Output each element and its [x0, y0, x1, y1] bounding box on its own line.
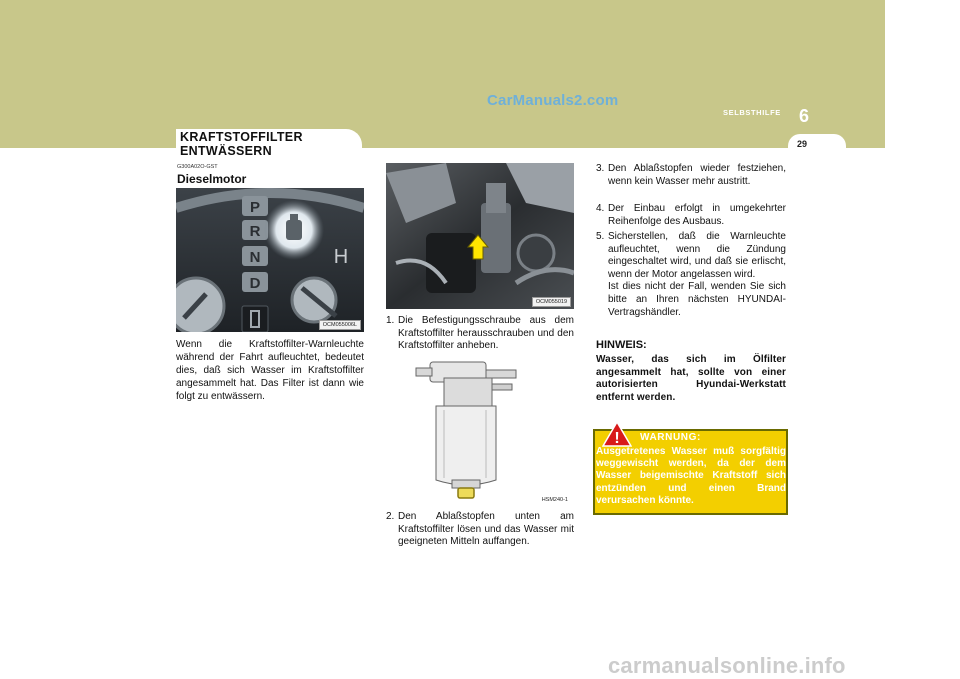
chapter-number: 6: [799, 106, 810, 126]
engine-image: [386, 163, 574, 309]
step-4-text: Der Einbau erfolgt in umgekehrter Reihenfolge des Ausbaus.: [608, 203, 786, 227]
warning-text: Ausgetretenes Wasser muß sorgfältig weggewischt werden, da der dem Wasser beigemischte Kraftstoff sich entzünden und einen Brand verursachen könnte.: [596, 446, 786, 506]
warning-icon-glyph: !: [614, 430, 620, 447]
step-5-extra-text: Ist dies nicht der Fall, wenden Sie sich bitte an Ihren nächsten HYUNDAI-Vertragshändler.: [608, 281, 786, 318]
engine-image-label: OCM055019: [532, 297, 571, 307]
step-4-number: 4.: [596, 203, 605, 214]
gear-r: R: [249, 223, 261, 240]
note-heading: HINWEIS:: [596, 339, 647, 351]
gear-p: P: [249, 199, 261, 216]
header-band: [0, 0, 885, 148]
step-5: [596, 231, 786, 319]
step-5-text: Sicherstellen, daß die Warnleuchte aufleuchtet, wenn die Zündung eingeschaltet wird, und daß sie erlischt, wenn der Motor angelassen wird.: [608, 231, 786, 280]
step-3-text: Den Ablaßstopfen wieder festziehen, wenn kein Wasser mehr austritt.: [608, 163, 786, 187]
fuel-filter-warning-icon: [286, 220, 302, 240]
step-5-number: 5.: [596, 231, 605, 242]
filter-image-label: HSM240-1: [539, 496, 571, 504]
step-2: [386, 511, 574, 549]
dashboard-image: [176, 188, 364, 332]
gear-d: D: [249, 275, 261, 292]
page-number: 29: [797, 139, 808, 149]
step-4: [596, 203, 786, 228]
step-3-number: 3.: [596, 163, 605, 174]
header-band-gap: [885, 0, 960, 148]
gauge-h-mark: H: [333, 246, 349, 268]
step-1-text: Die Befestigungsschraube aus dem Kraftstoffilter herausschrauben und den Kraftstoffilter anheben.: [398, 315, 574, 352]
note-text: Wasser, das sich im Ölfilter angesammelt hat, sollte von einer autorisierten Hyundai-Werkstatt entfernt werden.: [596, 354, 786, 403]
step-2-number: 2.: [386, 511, 395, 522]
section-title-line2: ENTWÄSSERN: [180, 144, 272, 158]
watermark-link-bottom[interactable]: carmanualsonline.info: [608, 653, 846, 678]
watermark-link-top[interactable]: CarManuals2.com: [487, 92, 619, 109]
step-3: [596, 163, 786, 188]
step-1: [386, 315, 574, 353]
gear-n: N: [249, 249, 261, 266]
section-title: [180, 130, 303, 158]
dashboard-image-label: OCM055006L: [319, 320, 361, 330]
section-code: G300A02O-GST: [177, 164, 218, 170]
warning-heading: WARNUNG:: [640, 432, 701, 443]
section-subtitle: Dieselmotor: [177, 172, 247, 186]
filter-image: [386, 360, 574, 506]
step-2-text: Den Ablaßstopfen unten am Kraftstoffilter lösen und das Wasser mit geeigneten Mitteln auffangen.: [398, 511, 574, 548]
section-title-line1: KRAFTSTOFFILTER: [180, 130, 303, 144]
filter-illustration: [386, 360, 574, 506]
engine-illustration: [386, 163, 574, 309]
drain-plug-highlight: [458, 488, 474, 498]
step-1-number: 1.: [386, 315, 395, 326]
intro-paragraph: Wenn die Kraftstoffilter-Warnleuchte während der Fahrt aufleuchtet, bedeutet dies, daß sich Wasser im Kraftstoffilter angesammelt hat. Das Filter ist dann wie folgt zu entwässern.: [176, 339, 364, 402]
chapter-label: SELBSTHILFE: [723, 108, 781, 117]
dashboard-illustration: [176, 188, 364, 332]
